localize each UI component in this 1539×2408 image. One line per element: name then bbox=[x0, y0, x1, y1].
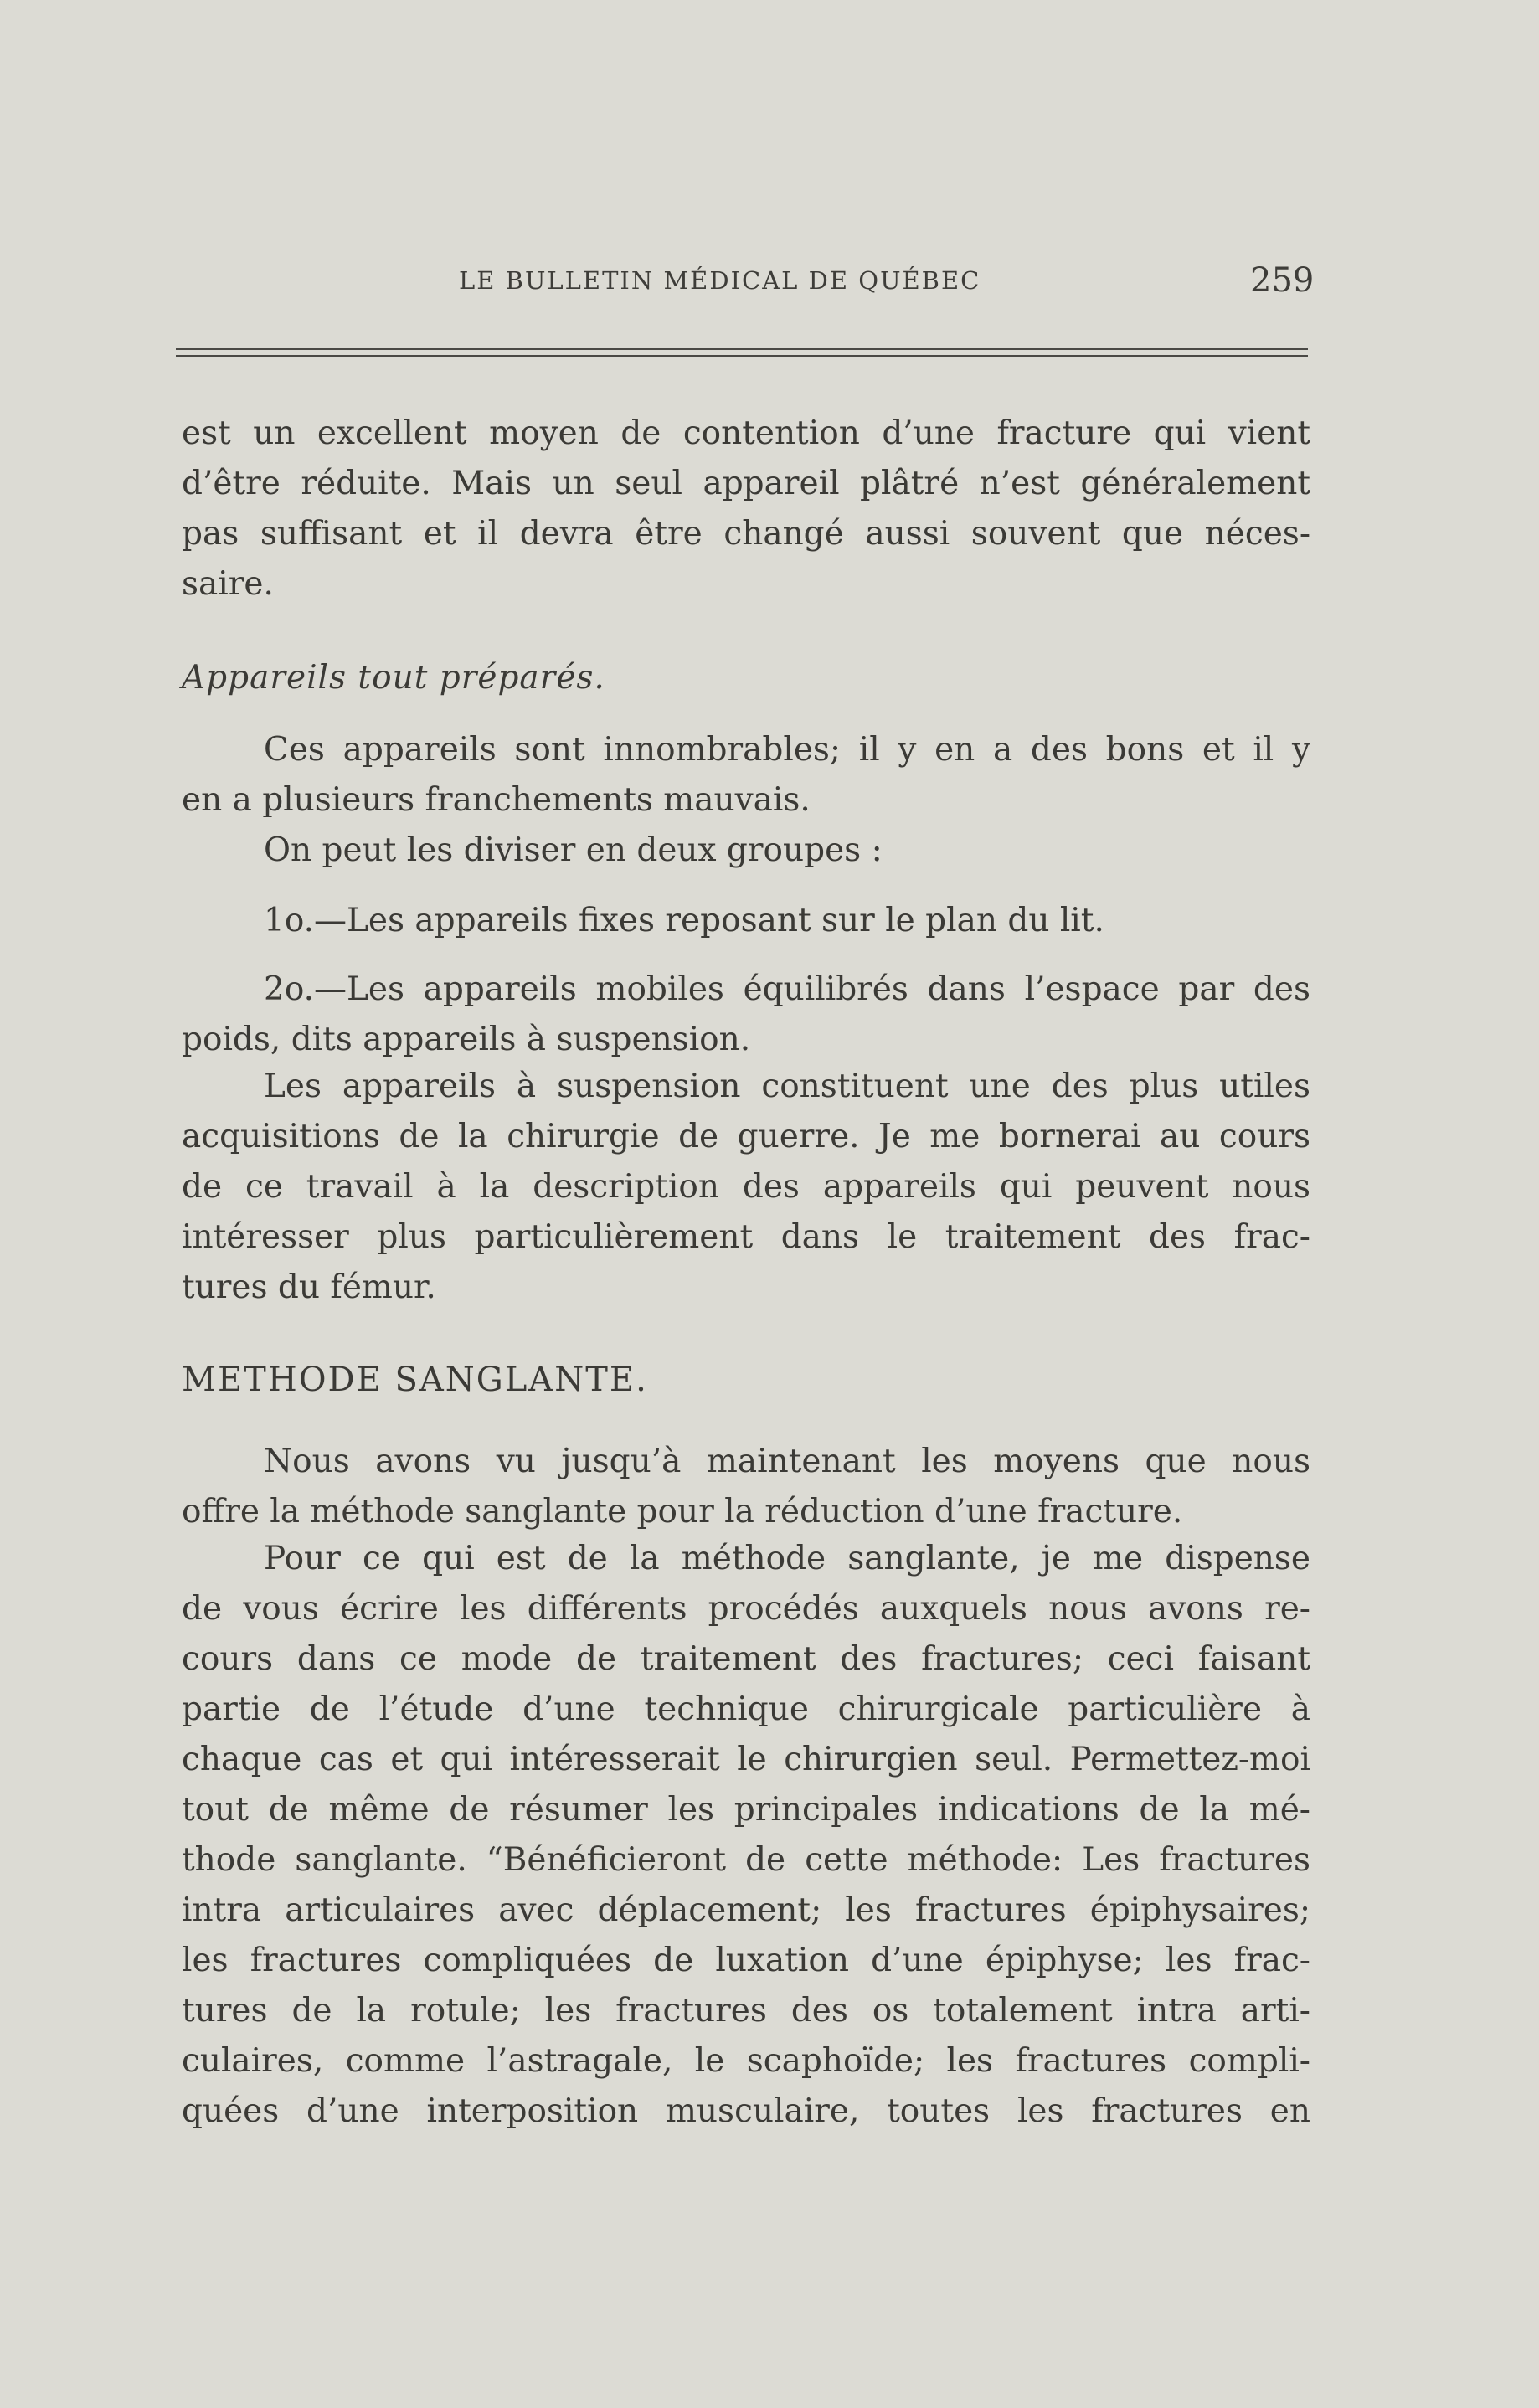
text-line: tures de la rotule; les fractures des os totalement intra arti- bbox=[182, 1992, 1310, 2030]
text-line: chaque cas et qui intéresserait le chirurgien seul. Permettez-moi bbox=[182, 1741, 1310, 1778]
text-line: Pour ce qui est de la méthode sanglante, je me dispense bbox=[264, 1540, 1310, 1577]
text-line: de ce travail à la description des appareils qui peuvent nous bbox=[182, 1168, 1310, 1206]
paragraph-continuation bbox=[182, 409, 1310, 610]
paragraph-groupe-2 bbox=[182, 965, 1310, 1065]
section-heading-appareils bbox=[182, 653, 1310, 703]
header-rule-top bbox=[176, 348, 1308, 350]
text-line: de vous écrire les différents procédés auxquels nous avons re- bbox=[182, 1590, 1310, 1628]
text-line: Les appareils à suspension constituent une des plus utiles bbox=[264, 1068, 1310, 1105]
paragraph-groupe-1 bbox=[182, 896, 1310, 946]
header-rule-bottom bbox=[176, 355, 1308, 357]
text-line: 1o.—Les appareils fixes reposant sur le plan du lit. bbox=[264, 902, 1104, 939]
text-line: d’être réduite. Mais un seul appareil plâtré n’est généralement bbox=[182, 465, 1310, 502]
running-title: LE BULLETIN MÉDICAL DE QUÉBEC bbox=[459, 266, 981, 295]
text-line: les fractures compliquées de luxation d’une épiphyse; les frac- bbox=[182, 1942, 1310, 1979]
text-line: partie de l’étude d’une technique chirurgicale particulière à bbox=[182, 1690, 1310, 1728]
paragraph-groupes bbox=[182, 826, 1310, 876]
text-line: Nous avons vu jusqu’à maintenant les moyens que nous bbox=[264, 1443, 1310, 1480]
text-line: thode sanglante. “Bénéficieront de cette méthode: Les fractures bbox=[182, 1841, 1310, 1879]
paragraph-methode-intro bbox=[182, 1437, 1310, 1537]
text-line: intéresser plus particulièrement dans le traitement des frac- bbox=[182, 1218, 1310, 1256]
paragraph-suspension bbox=[182, 1062, 1310, 1313]
text-line: On peut les diviser en deux groupes : bbox=[264, 831, 883, 869]
text-line: pas suffisant et il devra être changé aussi souvent que néces- bbox=[182, 515, 1310, 553]
text-line: est un excellent moyen de contention d’une fracture qui vient bbox=[182, 414, 1310, 452]
text-line: en a plusieurs franchements mauvais. bbox=[182, 781, 811, 819]
text-line: Ces appareils sont innombrables; il y en a des bons et il y bbox=[264, 731, 1310, 769]
text-line: offre la méthode sanglante pour la réduction d’une fracture. bbox=[182, 1493, 1183, 1531]
text-line: intra articulaires avec déplacement; les fractures épiphysaires; bbox=[182, 1891, 1310, 1929]
text-line: tures du fémur. bbox=[182, 1268, 436, 1306]
page-number: 259 bbox=[1250, 261, 1315, 300]
text-line: cours dans ce mode de traitement des fractures; ceci faisant bbox=[182, 1640, 1310, 1678]
paragraph-methode-details bbox=[182, 1534, 1310, 2137]
section-heading-text: Appareils tout préparés. bbox=[182, 659, 605, 697]
paragraph-appareils-intro bbox=[182, 725, 1310, 826]
section-heading-text: METHODE SANGLANTE. bbox=[182, 1361, 648, 1399]
text-line: saire. bbox=[182, 565, 274, 603]
section-heading-methode-sanglante bbox=[182, 1355, 1310, 1405]
text-line: poids, dits appareils à suspension. bbox=[182, 1021, 751, 1058]
text-line: tout de même de résumer les principales indications de la mé- bbox=[182, 1791, 1310, 1829]
text-line: acquisitions de la chirurgie de guerre. Je me bornerai au cours bbox=[182, 1118, 1310, 1155]
text-line: culaires, comme l’astragale, le scaphoïde; les fractures compli- bbox=[182, 2042, 1310, 2080]
text-line: quées d’une interposition musculaire, toutes les fractures en bbox=[182, 2092, 1310, 2130]
text-line: 2o.—Les appareils mobiles équilibrés dans l’espace par des bbox=[264, 970, 1310, 1008]
